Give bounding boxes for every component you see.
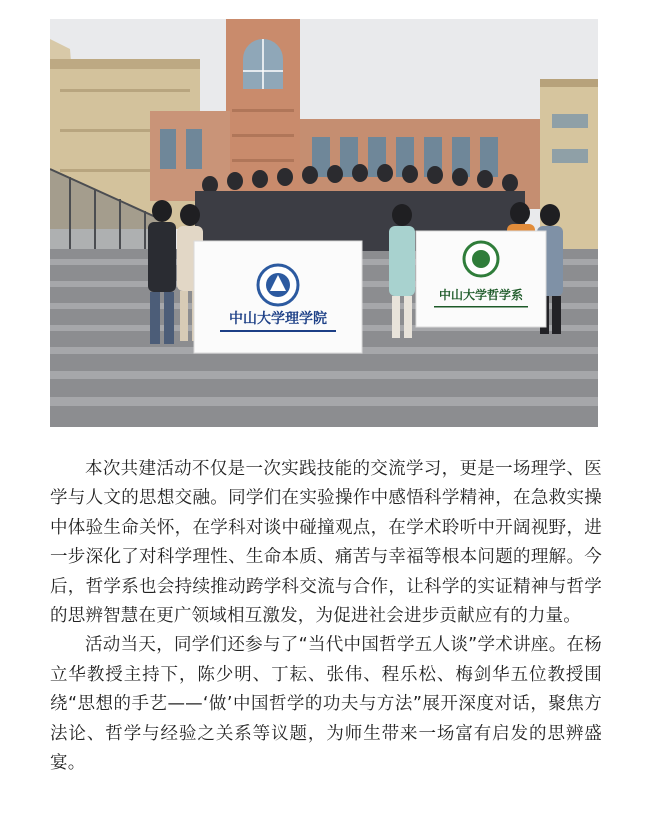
banner-left-text: 中山大学理学院 [229,311,327,327]
group-photo [50,19,598,427]
article-body [50,455,602,778]
banner-right-text: 中山大学哲学系 [438,288,524,302]
paragraph-1: 本次共建活动不仅是一次实践技能的交流学习，更是一场理学、医学与人文的思想交融。同学们在实验操作中感悟科学精神，在急救实操中体验生命关怀，在学科对谈中碰撞观点，在学术聆听中开阔视野，进一步深化了对科学理性、生命本质、痛苦与幸福等根本问题的理解。今后，哲学系也会持续推动跨学科交流与合作，让科学的实证精神与哲学的思辨智慧在更广领域相互激发，为促进社会进步贡献应有的力量。 [50,459,602,627]
paragraph-2: 活动当天，同学们还参与了“当代中国哲学五人谈”学术讲座。在杨立华教授主持下，陈少明、丁耘、张伟、程乐松、梅剑华五位教授围绕“思想的手艺——‘做’中国哲学的功夫与方法”展开深度对话，聚焦方法论、哲学与经验之关系等议题，为师生带来一场富有启发的思辨盛宴。 [50,635,602,774]
